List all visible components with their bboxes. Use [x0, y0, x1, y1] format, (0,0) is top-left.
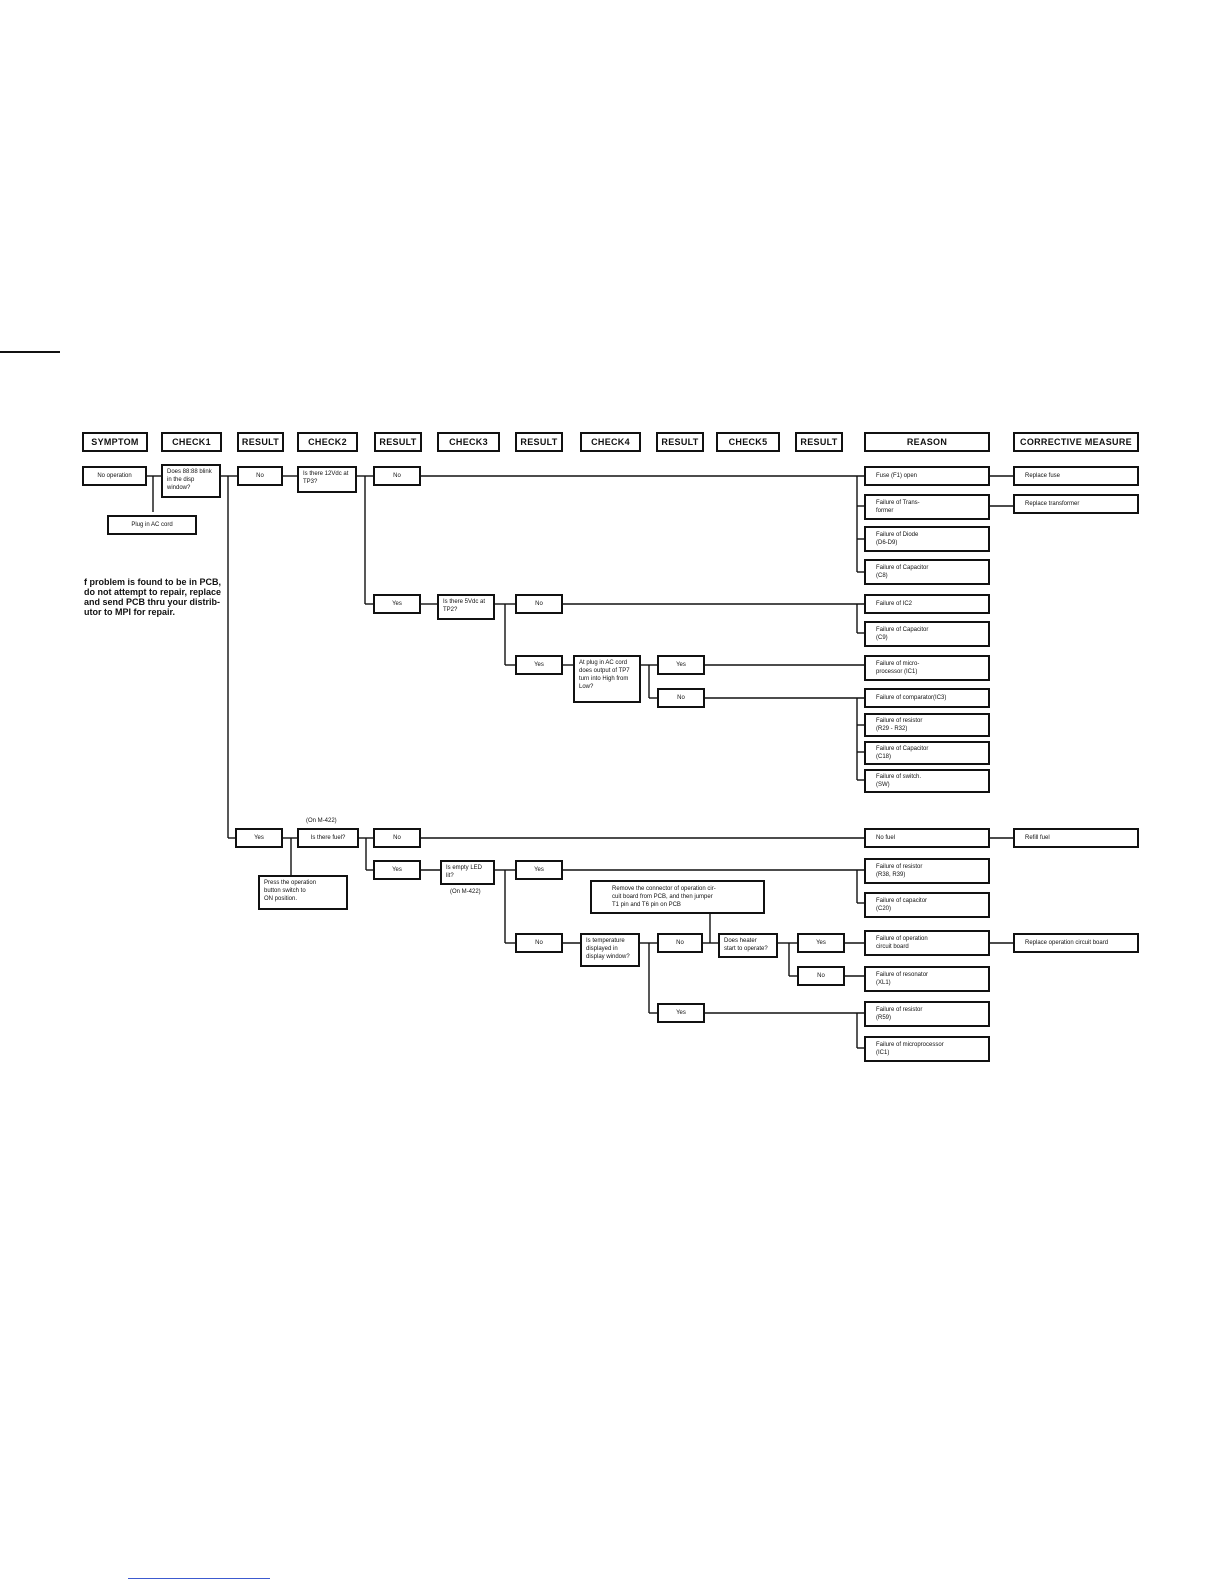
bottom-rule [128, 1578, 270, 1579]
result-yes-fuel: Yes [373, 860, 421, 880]
result-no-heater: No [797, 966, 845, 986]
check-12vdc-tp3: Is there 12Vdc at TP3? [297, 466, 357, 493]
reason-switch: Failure of switch. (SW) [864, 769, 990, 793]
result-no-tp7: No [657, 688, 705, 708]
measure-replace-fuse: Replace fuse [1013, 466, 1139, 486]
plug-ac-cord-action: Plug in AC cord [107, 515, 197, 535]
reason-capacitor-c20: Failure of capacitor (C20) [864, 892, 990, 918]
result-yes-led: Yes [515, 860, 563, 880]
check-fuel: Is there fuel? [297, 828, 359, 848]
header-check1: CHECK1 [161, 432, 222, 452]
press-operation-switch-action: Press the operation button switch to ON position. [258, 875, 348, 910]
header-check4: CHECK4 [580, 432, 641, 452]
reason-comparator: Failure of comparator(IC3) [864, 688, 990, 708]
remove-connector-instruction: Remove the connector of operation cir- cuit board from PCB, and then jumper T1 pin and T6 pin on PCB [590, 880, 765, 914]
reason-resonator: Failure of resonator (XL1) [864, 966, 990, 992]
header-check3: CHECK3 [437, 432, 500, 452]
led-model-note: (On M-422) [450, 889, 481, 895]
reason-capacitor-c18: Failure of Capacitor (C18) [864, 741, 990, 765]
reason-fuse-open: Fuse (F1) open [864, 466, 990, 486]
reason-resistor-r38: Failure of resistor (R38, R39) [864, 858, 990, 884]
reason-no-fuel: No fuel [864, 828, 990, 848]
result-yes-temperature: Yes [657, 1003, 705, 1023]
top-left-rule [0, 351, 60, 353]
result-yes-5v: Yes [515, 655, 563, 675]
result-no-display: No [237, 466, 283, 486]
header-result-4: RESULT [656, 432, 704, 452]
reason-diode: Failure of Diode (D6-D9) [864, 526, 990, 552]
fuel-model-note: (On M-422) [306, 818, 337, 824]
reason-capacitor-c9: Failure of Capacitor (C9) [864, 621, 990, 647]
header-result-3: RESULT [515, 432, 563, 452]
header-check5: CHECK5 [716, 432, 780, 452]
symptom-no-operation: No operation [82, 466, 147, 486]
result-no-led: No [515, 933, 563, 953]
check-empty-led: Is empty LED lit? [440, 860, 495, 885]
measure-replace-operation-board: Replace operation circuit board [1013, 933, 1139, 953]
result-yes-tp7: Yes [657, 655, 705, 675]
reason-operation-board: Failure of operation circuit board [864, 930, 990, 956]
measure-refill-fuel: Refill fuel [1013, 828, 1139, 848]
result-no-fuel: No [373, 828, 421, 848]
reason-resistor-r29: Failure of resistor (R29 - R32) [864, 713, 990, 737]
header-symptom: SYMPTOM [82, 432, 148, 452]
pcb-repair-note: f problem is found to be in PCB, do not attempt to repair, replace and send PCB thru your distrib- utor to MPI for repair. [84, 577, 222, 617]
result-no-12v: No [373, 466, 421, 486]
check-5vdc-tp2: Is there 5Vdc at TP2? [437, 594, 495, 620]
header-corrective-measure: CORRECTIVE MEASURE [1013, 432, 1139, 452]
reason-microprocessor-ic1: Failure of microprocessor (IC1) [864, 1036, 990, 1062]
result-yes-12v: Yes [373, 594, 421, 614]
header-check2: CHECK2 [297, 432, 358, 452]
check-temperature-display: Is temperature displayed in display window? [580, 933, 640, 967]
result-no-temperature: No [657, 933, 703, 953]
reason-transformer: Failure of Trans- former [864, 494, 990, 520]
header-result-5: RESULT [795, 432, 843, 452]
result-yes-heater: Yes [797, 933, 845, 953]
header-reason: REASON [864, 432, 990, 452]
reason-ic2: Failure of IC2 [864, 594, 990, 614]
check-display-blink: Does 88:88 blink in the disp window? [161, 464, 221, 498]
result-yes-display: Yes [235, 828, 283, 848]
header-result-1: RESULT [237, 432, 284, 452]
reason-resistor-r59: Failure of resistor (R59) [864, 1001, 990, 1027]
header-result-2: RESULT [374, 432, 422, 452]
check-heater-operates: Does heater start to operate? [718, 933, 778, 958]
result-no-5v: No [515, 594, 563, 614]
reason-capacitor-c8: Failure of Capacitor (C8) [864, 559, 990, 585]
reason-microprocessor: Failure of micro- processor (IC1) [864, 655, 990, 681]
measure-replace-transformer: Replace transformer [1013, 494, 1139, 514]
check-tp7-output: At plug in AC cord does output of TP7 turn into High from Low? [573, 655, 641, 703]
